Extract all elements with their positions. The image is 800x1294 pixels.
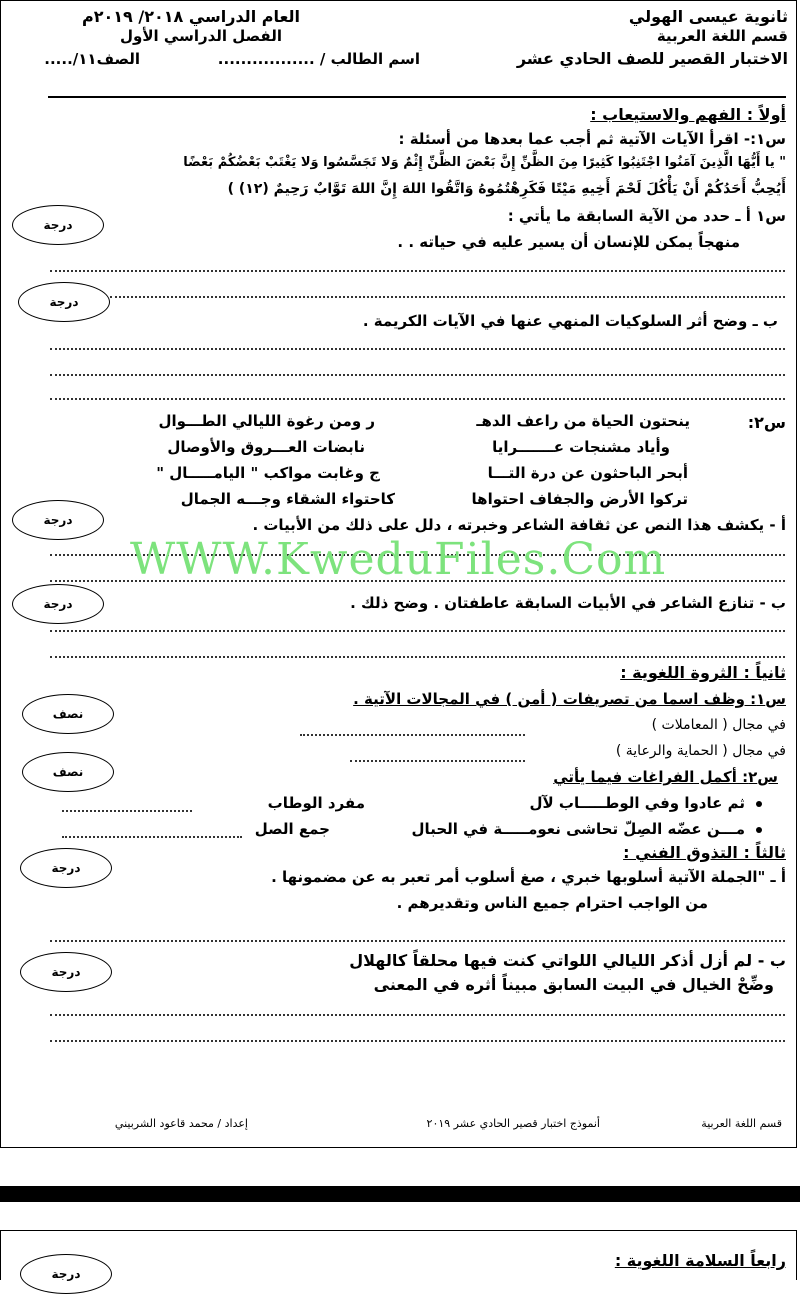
s3-qb-detail: وضِّحْ الخيال في البيت السابق مبيناً أثره في المعنى xyxy=(373,975,774,994)
page-separator xyxy=(0,1186,800,1202)
section4-title: رابعاً السلامة اللغوية : xyxy=(614,1251,786,1270)
answer-line xyxy=(50,630,785,632)
section2-title: ثانياً : الثروة اللغوية : xyxy=(620,663,786,682)
poem-line-3-left: ج وغابت مواكب " اليامـــــال " xyxy=(156,464,380,482)
poem-line-4-left: كاحتواء الشقاء وجـــه الجمال xyxy=(180,490,395,508)
fill-2-word: جمع الصل xyxy=(254,820,330,838)
answer-line xyxy=(50,374,785,376)
term: الفصل الدراسي الأول xyxy=(120,27,282,45)
footer-author: إعداد / محمد قاعود الشربيني xyxy=(114,1117,248,1130)
section3-title: ثالثاً : التذوق الفني : xyxy=(623,843,786,862)
fill-2: مـــن عضّه الصِلّ تحاشى نعومـــــة في الحبال xyxy=(411,820,745,838)
answer-line xyxy=(350,760,525,762)
field-1: في مجال ( المعاملات ) xyxy=(651,717,786,733)
answer-line xyxy=(50,1014,785,1016)
fill-1-word: مفرد الوطاب xyxy=(267,794,365,812)
q1-intro: س١:- اقرأ الآيات الآتية ثم أجب عما بعدها من أسئلة : xyxy=(398,130,786,148)
verse-line1: " يا أَيُّهَا الَّذِينَ آمَنُوا اجْتَنِبُوا كَثِيرًا مِنَ الظَّنِّ إِنَّ بَعْضَ الظَّنِّ إِثْمٌ وَلا تَجَسَّسُوا وَلا يَغْتَبْ بَعْضُكُمْ بَعْضًا xyxy=(183,155,786,170)
answer-line xyxy=(50,348,785,350)
grade-oval: درجة xyxy=(12,205,104,245)
s3-qa-sentence: من الواجب احترام جميع الناس وتقديرهم . xyxy=(396,894,708,912)
answer-line xyxy=(50,580,785,582)
department-name: قسم اللغة العربية xyxy=(656,27,788,45)
s2-q2: س٢: أكمل الفراغات فيما يأتي xyxy=(553,768,778,786)
grade-oval: درجة xyxy=(18,282,110,322)
grade-oval: درجة xyxy=(20,952,112,992)
answer-line xyxy=(50,270,785,272)
class-field[interactable]: الصف١١/..... xyxy=(44,50,140,68)
q1b: ب ـ وضح أثر السلوكيات المنهي عنها في الآيات الكريمة . xyxy=(362,312,778,330)
grade-oval-half: نصف xyxy=(22,694,114,734)
s3-qb: ب - لم أزل أذكر الليالي اللواتي كنت فيها محلقاً كالهلال xyxy=(349,951,786,970)
q1a: س١ أ ـ حدد من الآية السابقة ما يأتي : xyxy=(507,207,786,225)
exam-title: الاختبار القصير للصف الحادي عشر xyxy=(516,49,788,68)
header-divider xyxy=(48,96,786,98)
grade-oval: درجة xyxy=(20,1254,112,1294)
s3-qa: أ ـ "الجملة الآتية أسلوبها خبري ، صغ أسلوب أمر تعبر به عن مضمونها . xyxy=(271,868,786,886)
answer-line xyxy=(62,836,242,838)
q1a-detail: منهجاً يمكن للإنسان أن يسير عليه في حياته . . xyxy=(397,233,740,251)
section1-title: أولاً : الفهم والاستيعاب : xyxy=(590,105,786,124)
poem-line-4-right: تركوا الأرض والجفاف احتواها xyxy=(471,490,688,508)
answer-line xyxy=(50,940,785,942)
fill-1: ثم عادوا وفي الوطـــــاب لآل xyxy=(529,794,745,812)
verse-line2: أَيُحِبُّ أَحَدُكُمْ أَنْ يَأْكُلَ لَحْمَ أَخِيهِ مَيْتًا فَكَرِهْتُمُوهُ وَاتَّقُوا اللهَ إِنَّ اللهَ تَوَّابٌ رَحِيمٌ (١٢) ) xyxy=(227,181,786,197)
poem-line-1-right: ينحتون الحياة من راعف الدهـ xyxy=(476,412,690,430)
bullet xyxy=(756,801,762,807)
poem-line-1-left: ر ومن رغوة الليالي الطـــوال xyxy=(158,412,375,430)
school-name: ثانوية عيسى الهولي xyxy=(628,7,788,26)
answer-line xyxy=(50,1040,785,1042)
grade-oval: درجة xyxy=(12,500,104,540)
footer-dept: قسم اللغة العربية xyxy=(701,1117,782,1130)
poem-line-2-right: وأياد مشنجات عـــــــرايا xyxy=(492,438,670,456)
student-name-field[interactable]: اسم الطالب / ................. xyxy=(217,50,420,68)
answer-line xyxy=(62,810,192,812)
answer-line xyxy=(110,296,785,298)
grade-oval: درجة xyxy=(12,584,104,624)
poem-line-2-left: نابضات العـــروق والأوصال xyxy=(167,438,365,456)
s2-q1: س١: وظف اسما من تصريفات ( أمن ) في المجالات الآتية . xyxy=(353,690,786,708)
grade-oval-half: نصف xyxy=(22,752,114,792)
academic-year: العام الدراسي ٢٠١٨/ ٢٠١٩م xyxy=(81,7,300,26)
footer-model: أنموذج اختبار قصير الحادي عشر ٢٠١٩ xyxy=(426,1117,600,1130)
field-2: في مجال ( الحماية والرعاية ) xyxy=(615,743,786,759)
answer-line xyxy=(50,398,785,400)
bullet xyxy=(756,827,762,833)
q2a: أ - يكشف هذا النص عن ثقافة الشاعر وخبرته ، دلل على ذلك من الأبيات . xyxy=(252,516,786,534)
watermark: WWW.KweduFiles.Com xyxy=(130,534,667,585)
answer-line xyxy=(50,656,785,658)
q2-label: س٢: xyxy=(747,413,786,432)
q2b: ب - تنازع الشاعر في الأبيات السابقة عاطفتان . وضح ذلك . xyxy=(350,594,786,612)
answer-line xyxy=(300,734,525,736)
grade-oval: درجة xyxy=(20,848,112,888)
poem-line-3-right: أبحر الباحثون عن درة التـــا xyxy=(487,464,688,482)
